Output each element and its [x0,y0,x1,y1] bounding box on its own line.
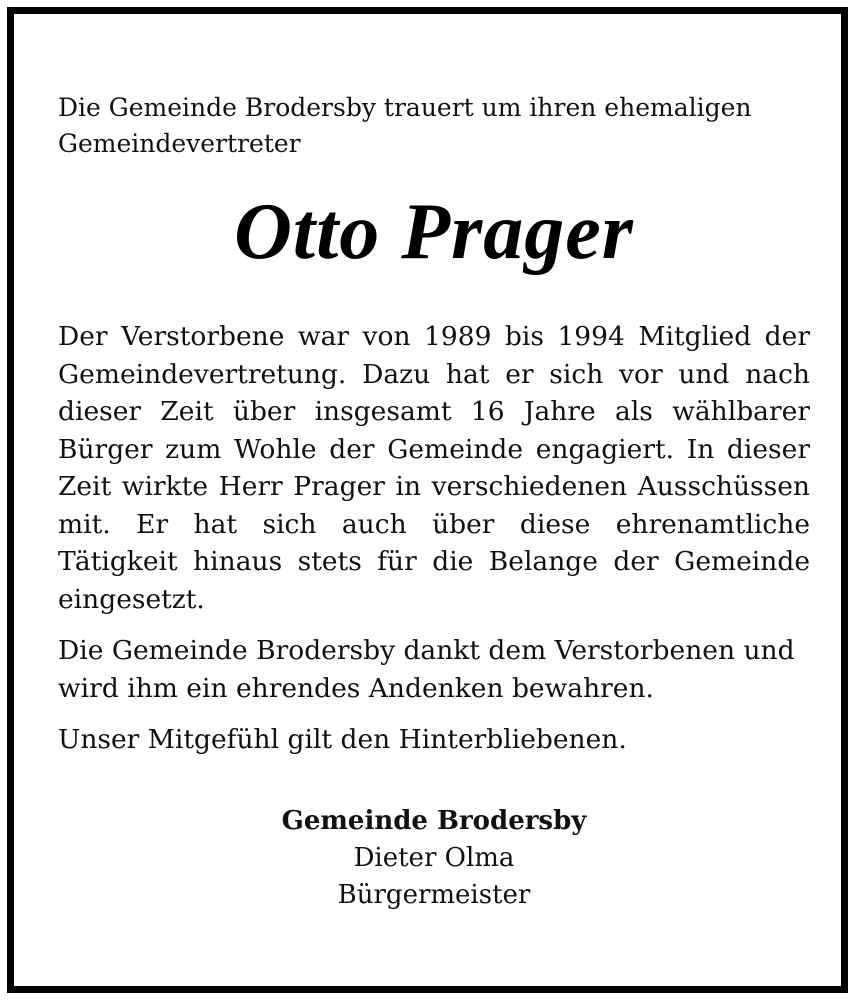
condolence-text: Unser Mitgefühl gilt den Hinterbliebenen. [58,724,627,755]
signature-organization: Gemeinde Brodersby [281,805,587,836]
intro-text: Die Gemeinde Brodersby trauert um ihren ehemaligen Gemeindevertreter [58,93,752,158]
signature-person: Dieter Olma [353,842,515,873]
deceased-name: Otto Prager [234,188,634,276]
notice-content [58,90,810,914]
biography-text: Der Verstorbene war von 1989 bis 1994 Mitglied der Gemeindevertretung. Dazu hat er sich vor und nach dieser Zeit über insgesamt 16 Jahre als wählbarer Bürger zum Wohle der Gemeinde engagiert. In dieser Zeit wirkte Herr Prager in verschiedenen Ausschüssen mit. Er hat sich auch über diese ehrenamtliche Tätigkeit hinaus stets für die Belange der Gemeinde eingesetzt. [58,321,810,615]
signature-block [58,803,810,914]
signature-role: Bürgermeister [337,879,531,910]
thanks-text: Die Gemeinde Brodersby dankt dem Verstorbenen und wird ihm ein ehrendes Andenken bewahren. [58,635,795,704]
obituary-notice [7,7,848,993]
